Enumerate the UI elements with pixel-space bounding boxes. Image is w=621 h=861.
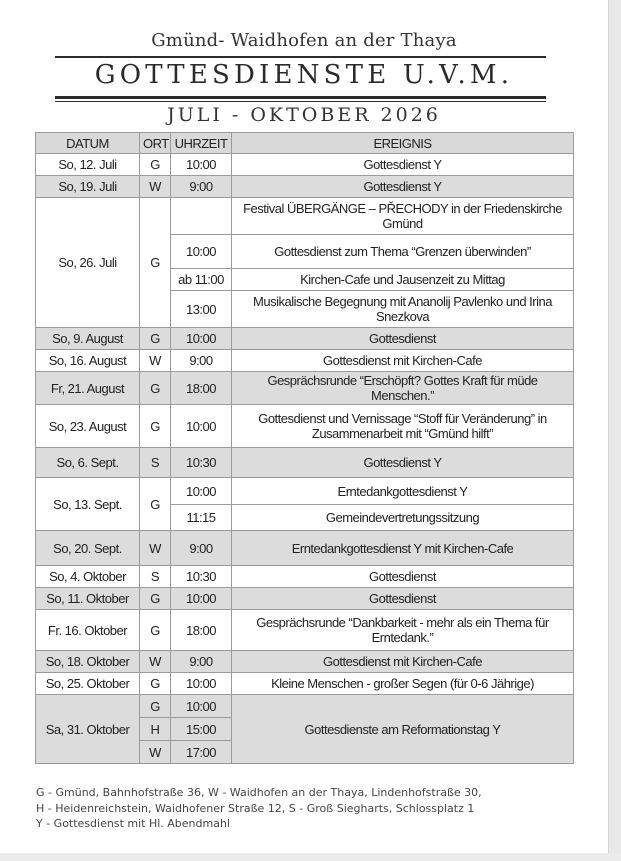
place-cell: H [140,718,171,741]
place-cell: S [140,448,171,478]
place-cell: W [140,176,171,198]
legend-line: Y - Gottesdienst mit Hl. Abendmahl [36,817,230,830]
schedule-period: JULI - OKTOBER 2026 [167,104,441,126]
time-cell [171,198,232,235]
event-cell: Gottesdienst [232,588,574,610]
event-cell: Gottesdienste am Reformationstag Y [232,695,574,764]
table-row [36,610,574,651]
table-header-row [36,133,574,154]
event-cell: Gottesdienst zum Thema “Grenzen überwinden” [232,235,574,269]
time-cell: 9:00 [171,651,232,673]
page-edge-shadow [608,0,621,861]
date-cell: So, 18. Oktober [36,651,140,673]
event-cell: Gemeindevertretungssitzung [232,505,574,531]
event-cell: Erntedankgottesdienst Y [232,478,574,505]
event-cell: Gottesdienst [232,566,574,588]
title-rule-bottom-thick [55,96,546,99]
time-cell: 10:00 [171,673,232,695]
place-cell: G [140,588,171,610]
place-cell: S [140,566,171,588]
table-row [36,154,574,176]
place-cell: W [140,741,171,764]
time-cell: 10:00 [171,695,232,718]
event-cell: Gottesdienst und Vernissage “Stoff für Veränderung” in Zusammenarbeit mit “Gmünd hilft” [232,405,574,448]
table-row [36,651,574,673]
date-cell: So, 25. Oktober [36,673,140,695]
table-row [36,531,574,566]
title-rule-bottom-thin [55,101,546,102]
event-cell: Gottesdienst Y [232,154,574,176]
table-row [36,405,574,448]
time-cell: 10:00 [171,235,232,269]
date-cell: So, 19. Juli [36,176,140,198]
event-cell: Gesprächsrunde “Dankbarkeit - mehr als ein Thema für Erntedank.” [232,610,574,651]
place-cell: G [140,198,171,328]
table-row [36,350,574,372]
table-row [36,695,574,718]
document-title: GOTTESDIENSTE U.V.M. [94,60,514,90]
time-cell: 10:30 [171,448,232,478]
time-cell: 13:00 [171,291,232,328]
time-cell: ab 11:00 [171,269,232,291]
place-cell: G [140,695,171,718]
table-row [36,588,574,610]
place-cell: G [140,328,171,350]
place-cell: W [140,531,171,566]
date-cell: So, 13. Sept. [36,478,140,531]
date-cell: So, 11. Oktober [36,588,140,610]
legend-line: G - Gmünd, Bahnhofstraße 36, W - Waidhofen an der Thaya, Lindenhofstraße 30, [36,786,482,799]
event-cell: Gottesdienst mit Kirchen-Cafe [232,350,574,372]
date-cell: Sa, 31. Oktober [36,695,140,764]
date-cell: So, 9. August [36,328,140,350]
place-cell: G [140,372,171,405]
table-row [36,328,574,350]
legend [36,785,596,832]
time-cell: 10:00 [171,405,232,448]
table-row [36,566,574,588]
place-cell: W [140,350,171,372]
table-row [36,198,574,235]
time-cell: 17:00 [171,741,232,764]
time-cell: 10:30 [171,566,232,588]
date-cell: So, 6. Sept. [36,448,140,478]
date-cell: So, 12. Juli [36,154,140,176]
time-cell: 9:00 [171,176,232,198]
table-row [36,176,574,198]
title-rule-top [55,56,546,58]
time-cell: 18:00 [171,610,232,651]
time-cell: 15:00 [171,718,232,741]
event-cell: Gottesdienst Y [232,448,574,478]
date-cell: So, 26. Juli [36,198,140,328]
event-cell: Gottesdienst [232,328,574,350]
table-row [36,448,574,478]
date-cell: So, 4. Oktober [36,566,140,588]
schedule-table [35,132,574,764]
time-cell: 10:00 [171,588,232,610]
time-cell: 10:00 [171,154,232,176]
place-cell: G [140,673,171,695]
event-cell: Kirchen-Cafe und Jausenzeit zu Mittag [232,269,574,291]
document-subtitle: Gmünd- Waidhofen an der Thaya [151,30,457,51]
time-cell: 9:00 [171,350,232,372]
event-cell: Gesprächsrunde “Erschöpft? Gottes Kraft für müde Menschen.” [232,372,574,405]
date-cell: Fr. 16. Oktober [36,610,140,651]
event-cell: Erntedankgottesdienst Y mit Kirchen-Cafe [232,531,574,566]
event-cell: Gottesdienst mit Kirchen-Cafe [232,651,574,673]
column-header-date: DATUM [36,133,140,154]
date-cell: Fr, 21. August [36,372,140,405]
event-cell: Kleine Menschen - großer Segen (für 0-6 Jährige) [232,673,574,695]
place-cell: W [140,651,171,673]
date-cell: So, 20. Sept. [36,531,140,566]
time-cell: 10:00 [171,478,232,505]
place-cell: G [140,610,171,651]
time-cell: 9:00 [171,531,232,566]
page-bottom-shadow [0,853,621,861]
time-cell: 10:00 [171,328,232,350]
legend-line: H - Heidenreichstein, Waidhofener Straße 12, S - Groß Siegharts, Schlossplatz 1 [36,801,475,815]
date-cell: So, 16. August [36,350,140,372]
date-cell: So, 23. August [36,405,140,448]
place-cell: G [140,478,171,531]
place-cell: G [140,405,171,448]
place-cell: G [140,154,171,176]
column-header-time: UHRZEIT [171,133,232,154]
column-header-event: EREIGNIS [232,133,574,154]
schedule-body [36,154,574,764]
table-row [36,673,574,695]
event-cell: Musikalische Begegnung mit Ananolij Pavlenko und Irina Snezkova [232,291,574,328]
column-header-place: ORT [140,133,171,154]
event-cell: Gottesdienst Y [232,176,574,198]
time-cell: 18:00 [171,372,232,405]
event-cell: Festival ÜBERGÄNGE – PŘECHODY in der Friedenskirche Gmünd [232,198,574,235]
time-cell: 11:15 [171,505,232,531]
table-row [36,372,574,405]
table-row [36,478,574,505]
